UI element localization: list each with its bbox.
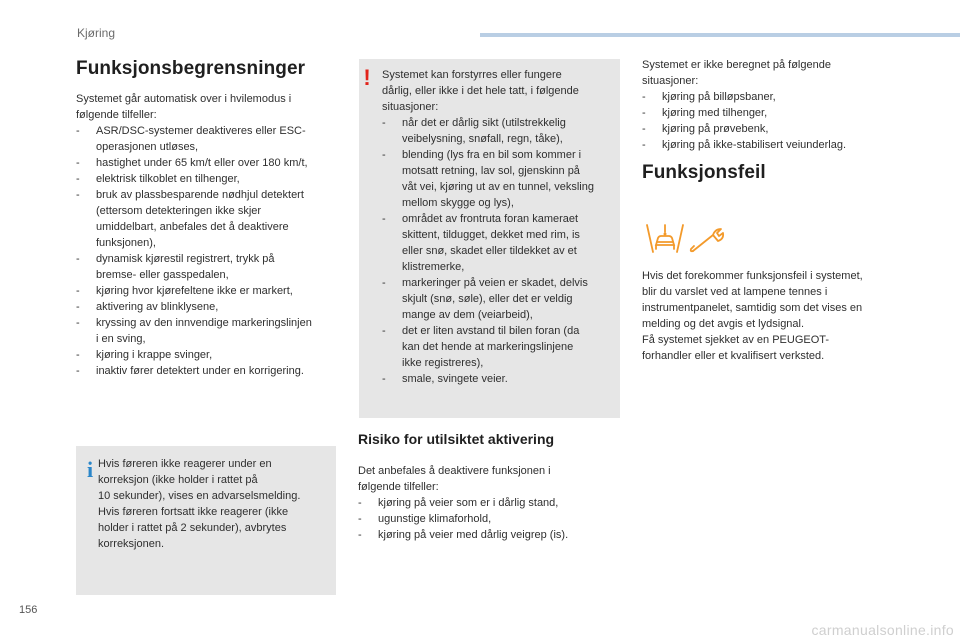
list-item <box>382 115 618 147</box>
list-item-line: klistremerke, <box>402 261 465 273</box>
list-item-line: skjult (snø, søle), eller det er veldig <box>402 293 573 305</box>
list-item <box>382 275 618 323</box>
text-line: blir du varslet ved at lampene tennes i <box>642 286 828 298</box>
list-item-line: kan det hende at markeringslinjene <box>402 341 574 353</box>
text-line: korreksjon (ikke holder i rattet på <box>98 474 258 486</box>
text-line: Få systemet sjekket av en PEUGEOT- <box>642 334 830 346</box>
warning-list <box>382 115 618 387</box>
fault-title: Funksjonsfeil <box>642 162 766 183</box>
risk-title: Risiko for utilsiktet aktivering <box>358 431 555 447</box>
list-item <box>76 155 346 171</box>
list-item-line: blending (lys fra en bil som kommer i <box>402 149 582 161</box>
list-item-line: mellom skygge og lys), <box>402 197 514 209</box>
list-item-line: kjøring på ikke-stabilisert veiunderlag. <box>662 139 847 151</box>
text-line: 10 sekunder), vises en advarselsmelding. <box>98 490 301 502</box>
list-item <box>76 363 346 379</box>
list-item-line: smale, svingete veier. <box>402 373 508 385</box>
list-item-line: aktivering av blinklysene, <box>96 301 219 313</box>
list-item-line: ugunstige klimaforhold, <box>378 513 492 525</box>
list-item <box>358 527 618 543</box>
warning-intro <box>382 67 618 115</box>
section-label: Kjøring <box>77 26 116 40</box>
list-item-line: ikke registreres), <box>402 357 484 369</box>
text-line: situasjoner: <box>642 75 699 87</box>
text-line: melding og det avgis et lydsignal. <box>642 318 805 330</box>
list-item-line: kjøring på veier med dårlig veigrep (is). <box>378 529 569 541</box>
text-line: Hvis føreren fortsatt ikke reagerer (ikke <box>98 506 289 518</box>
list-item-line: bremse- eller gasspedalen, <box>96 269 229 281</box>
list-item-line: i en sving, <box>96 333 146 345</box>
left-intro <box>76 91 346 123</box>
list-item <box>642 121 912 137</box>
list-item-line: dynamisk kjørestil registrert, trykk på <box>96 253 275 265</box>
list-item <box>382 323 618 371</box>
list-item-line: det er liten avstand til bilen foran (da <box>402 325 580 337</box>
list-item-line: motsatt retning, lav sol, gjenskinn på <box>402 165 580 177</box>
list-item-line: umiddelbart, anbefales det å deaktivere <box>96 221 289 233</box>
list-item <box>642 89 912 105</box>
text-line: følgende tilfeller: <box>358 481 439 493</box>
list-item-line: mange av dem (veiarbeid), <box>402 309 533 321</box>
list-item <box>358 495 618 511</box>
list-item-line: kjøring på billøpsbaner, <box>662 91 776 103</box>
list-item-line: kjøring på prøvebenk, <box>662 123 769 135</box>
text-line: forhandler eller et kvalifisert verksted. <box>642 350 825 362</box>
text-line: dårlig, eller ikke i det hele tatt, i følgende <box>382 85 579 97</box>
list-item <box>642 105 912 121</box>
left-list <box>76 123 346 379</box>
warning-box-text <box>382 67 618 387</box>
list-item <box>642 137 912 153</box>
left-title: Funksjonsbegrensninger <box>76 58 306 79</box>
list-item <box>76 315 346 347</box>
list-item-line: kjøring hvor kjørefeltene ikke er markert, <box>96 285 293 297</box>
text-line: Systemet går automatisk over i hvilemodus i <box>76 93 292 105</box>
list-item-line: (ettersom detekteringen ikke skjer <box>96 205 262 217</box>
right-list <box>642 89 912 153</box>
list-item-line: kjøring i krappe svinger, <box>96 349 213 361</box>
list-item-line: våt vei, kjøring ut av en tunnel, veksling <box>402 181 594 193</box>
list-item-line: hastighet under 65 km/t eller over 180 km/t, <box>96 157 308 169</box>
fault-body <box>642 268 912 364</box>
risk-body <box>358 463 618 543</box>
text-line: følgende tilfeller: <box>76 109 157 121</box>
list-item <box>76 283 346 299</box>
text-line: Systemet er ikke beregnet på følgende <box>642 59 831 71</box>
text-line: Hvis føreren ikke reagerer under en <box>98 458 272 470</box>
list-item-line: bruk av plassbesparende nødhjul detektert <box>96 189 304 201</box>
list-item <box>76 251 346 283</box>
page-number: 156 <box>19 604 38 616</box>
left-body <box>76 91 346 379</box>
list-item-line: ASR/DSC-systemer deaktiveres eller ESC- <box>96 125 306 137</box>
list-item-line: eller snø, skadet eller tildekket av et <box>402 245 577 257</box>
text-line: instrumentpanelet, samtidig som det vises en <box>642 302 863 314</box>
list-item-line: elektrisk tilkoblet en tilhenger, <box>96 173 240 185</box>
text-line: situasjoner: <box>382 101 439 113</box>
list-item-line: veibelysning, snøfall, regn, tåke), <box>402 133 563 145</box>
list-item <box>382 371 618 387</box>
list-item-line: området av frontruta foran kameraet <box>402 213 579 225</box>
fault-icons <box>643 221 735 255</box>
text-line: Hvis det forekommer funksjonsfeil i systemet, <box>642 270 863 282</box>
list-item <box>76 347 346 363</box>
list-item-line: når det er dårlig sikt (utilstrekkelig <box>402 117 566 129</box>
right-intro <box>642 57 912 89</box>
list-item-line: markeringer på veien er skadet, delvis <box>402 277 588 289</box>
list-item-line: operasjonen utløses, <box>96 141 199 153</box>
right-body <box>642 57 912 153</box>
list-item-line: kryssing av den innvendige markeringslinjen <box>96 317 312 329</box>
list-item-line: kjøring på veier som er i dårlig stand, <box>378 497 559 509</box>
info-icon: i <box>86 457 94 482</box>
info-box-text <box>98 456 330 552</box>
wrench-icon <box>691 229 723 251</box>
list-item <box>382 211 618 275</box>
text-line: Systemet kan forstyrres eller fungere <box>382 69 562 81</box>
list-item-line: funksjonen), <box>96 237 156 249</box>
risk-intro <box>358 463 618 495</box>
watermark: carmanualsonline.info <box>811 622 954 638</box>
list-item-line: kjøring med tilhenger, <box>662 107 768 119</box>
text-line: holder i rattet på 2 sekunder), avbrytes <box>98 522 287 534</box>
text-line: korreksjonen. <box>98 538 165 550</box>
lane-warning-icon <box>647 225 683 252</box>
list-item <box>76 171 346 187</box>
risk-list <box>358 495 618 543</box>
list-item <box>76 299 346 315</box>
list-item-line: skittent, tildugget, dekket med rim, is <box>402 229 580 241</box>
list-item <box>382 147 618 211</box>
header-rule <box>480 33 960 37</box>
list-item <box>358 511 618 527</box>
list-item <box>76 123 346 155</box>
warning-exclamation-icon: ! <box>363 65 371 90</box>
text-line: Det anbefales å deaktivere funksjonen i <box>358 465 551 477</box>
list-item <box>76 187 346 251</box>
list-item-line: inaktiv fører detektert under en korrigering. <box>96 365 304 377</box>
